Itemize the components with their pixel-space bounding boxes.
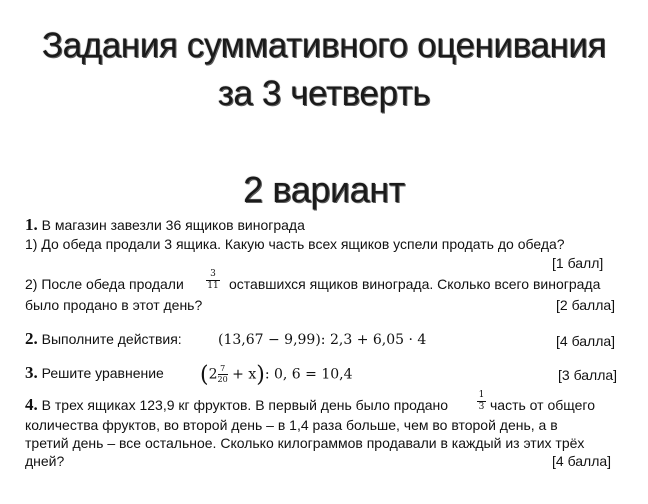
task1-question1: 1) До обеда продали 3 ящика. Какую часть всех ящиков успели продать до обеда? — [25, 236, 565, 252]
task4-line4: дней? — [25, 453, 65, 469]
equation-rest: : 0, 6 = 10,4 — [264, 366, 353, 383]
task2-text: Выполните действия: — [41, 331, 182, 347]
task1-question2-line2: было продано в этот день? — [25, 297, 203, 313]
task2-number: 2. — [25, 329, 38, 348]
page-title-line1: Задания суммативного оценивания — [41, 26, 607, 65]
task1-fraction-denominator: 11 — [207, 281, 219, 291]
task1-question2-part2: оставшихся ящиков винограда. Сколько всего винограда — [229, 276, 601, 292]
equation-whole: 2 — [208, 366, 218, 383]
task4-line2: количества фруктов, во второй день – в 1,4 раза больше, чем во второй день, а в — [25, 417, 558, 433]
page-title-line2: за 3 четверть — [217, 74, 431, 113]
equation-open-paren: ( — [200, 362, 209, 388]
task3-number: 3. — [25, 363, 38, 382]
variant-heading: 2 вариант — [243, 169, 405, 210]
task1-number: 1. — [25, 215, 38, 234]
equation-fraction-denominator: 20 — [217, 375, 228, 384]
task4-fraction-denominator: 3 — [478, 402, 485, 412]
task1-text: В магазин завезли 36 ящиков винограда — [41, 217, 305, 233]
task1-fraction — [206, 270, 220, 291]
task1-fraction-numerator: 3 — [210, 269, 216, 279]
task4-points: [4 балла] — [552, 453, 612, 469]
task4-line1 — [25, 396, 448, 414]
task2-points: [4 балла] — [556, 333, 616, 349]
task4-number: 4. — [25, 395, 38, 414]
task3-line — [25, 364, 164, 382]
task1-q1-points: [1 балл] — [552, 255, 604, 271]
task4-line1-part2: часть от общего — [490, 397, 595, 413]
task4-fraction — [477, 391, 486, 412]
equation-close-paren: ) — [256, 362, 265, 388]
task3-equation — [200, 362, 353, 388]
task2-expression: (13,67 − 9,99): 2,3 + 6,05 · 4 — [218, 332, 427, 348]
equation-plus-x: + x — [232, 366, 257, 383]
task1-question2-part1: 2) После обеда продали — [25, 276, 184, 292]
task3-points: [3 балла] — [558, 367, 618, 383]
task1-line — [25, 216, 305, 234]
task2-line — [25, 330, 182, 348]
equation-fraction — [218, 365, 228, 384]
task1-q2-points: [2 балла] — [556, 297, 616, 313]
equation-fraction-numerator: 7 — [220, 364, 226, 373]
task3-text: Решите уравнение — [41, 365, 164, 381]
task4-fraction-numerator: 1 — [478, 390, 485, 400]
task4-line1-part1: В трех ящиках 123,9 кг фруктов. В первый день было продано — [41, 397, 449, 413]
task4-line3: третий день – все остальное. Сколько килограммов продавали в каждый из этих трёх — [25, 435, 585, 451]
